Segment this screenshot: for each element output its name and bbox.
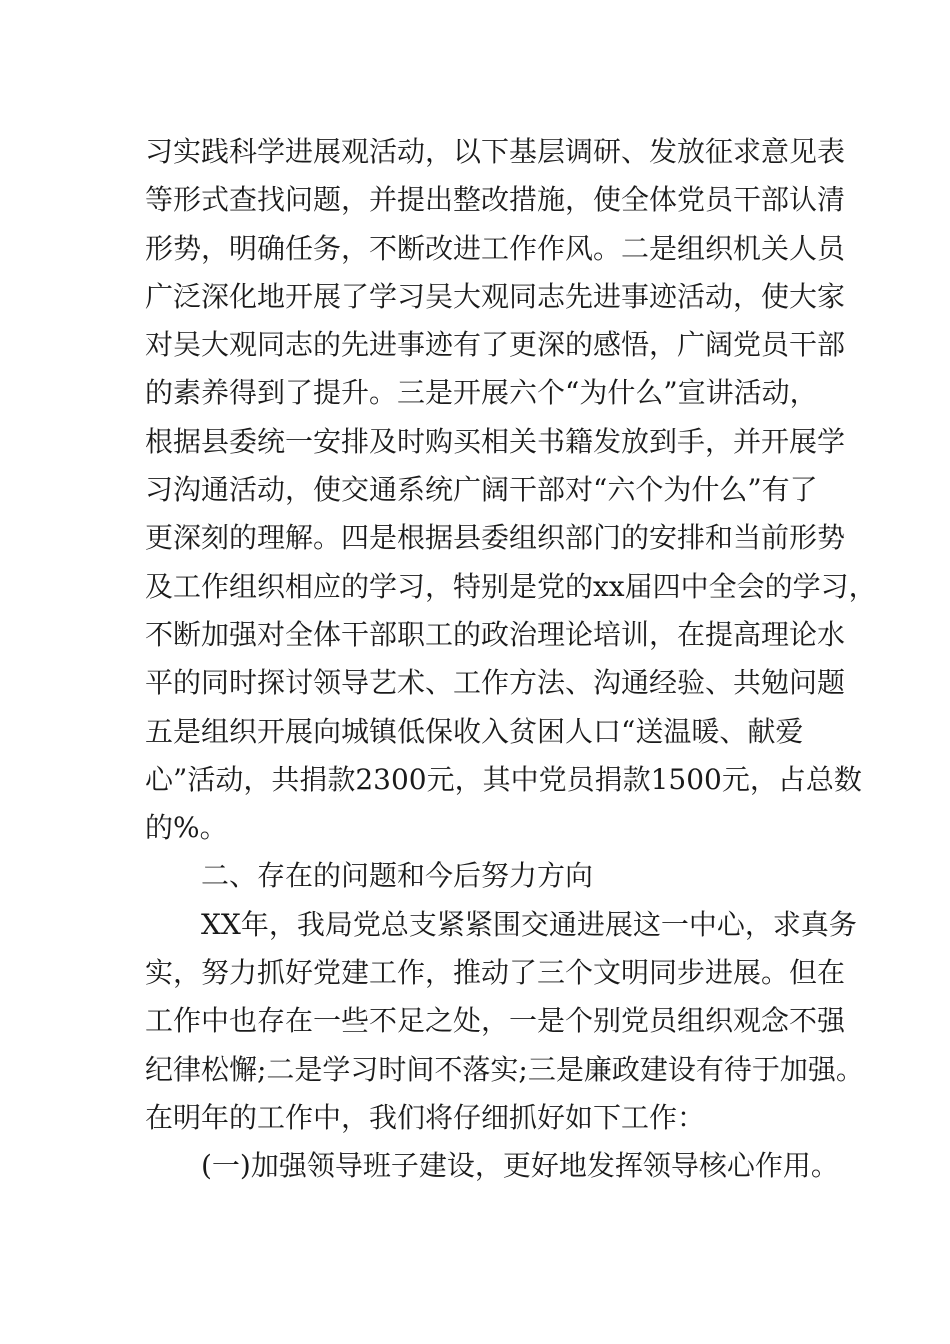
body-line: 的素养得到了提升。三是开展六个“为什么”宣讲活动，: [145, 376, 818, 410]
body-line: 实，努力抓好党建工作，推动了三个文明同步进展。但在: [145, 956, 846, 990]
body-line: 纪律松懈;二是学习时间不落实;三是廉政建设有待于加强。: [145, 1052, 864, 1086]
body-line: 心”活动，共捐款2300元，其中党员捐款1500元，占总数: [145, 762, 862, 796]
body-line: 习实践科学进展观活动，以下基层调研、发放征求意见表: [145, 135, 846, 168]
body-line: 不断加强对全体干部职工的政治理论培训，在提高理论水: [145, 617, 846, 651]
body-line: 五是组织开展向城镇低保收入贫困人口“送温暖、献爱: [145, 714, 804, 748]
body-line: 对吴大观同志的先进事迹有了更深的感悟，广阔党员干部: [145, 328, 846, 362]
body-line: 形势，明确任务，不断改进工作作风。二是组织机关人员: [145, 231, 846, 265]
body-line: 更深刻的理解。四是根据县委组织部门的安排和当前形势: [145, 521, 846, 555]
document-body: [145, 128, 877, 1191]
body-line: 习沟通活动，使交通系统广阔干部对“六个为什么”有了: [145, 473, 818, 507]
body-line: 在明年的工作中，我们将仔细抓好如下工作：: [145, 1100, 706, 1134]
body-line: 根据县委统一安排及时购买相关书籍发放到手，并开展学: [145, 424, 846, 458]
body-line: 等形式查找问题，并提出整改措施，使全体党员干部认清: [145, 183, 846, 217]
body-line: 平的同时探讨领导艺术、工作方法、沟通经验、共勉问题: [145, 666, 846, 700]
body-line: 广泛深化地开展了学习吴大观同志先进事迹活动，使大家: [145, 279, 846, 313]
section-heading: 二、存在的问题和今后努力方向: [201, 859, 594, 893]
paragraph-start-line: XX年，我局党总支紧紧围交通进展这一中心，求真务: [201, 907, 857, 941]
body-line: 工作中也存在一些不足之处，一是个别党员组织观念不强: [145, 1004, 846, 1038]
subsection-heading: (一)加强领导班子建设，更好地发挥领导核心作用。: [201, 1149, 839, 1183]
body-line: 的%。: [145, 811, 228, 845]
body-line: 及工作组织相应的学习，特别是党的xx届四中全会的学习，: [145, 569, 877, 603]
